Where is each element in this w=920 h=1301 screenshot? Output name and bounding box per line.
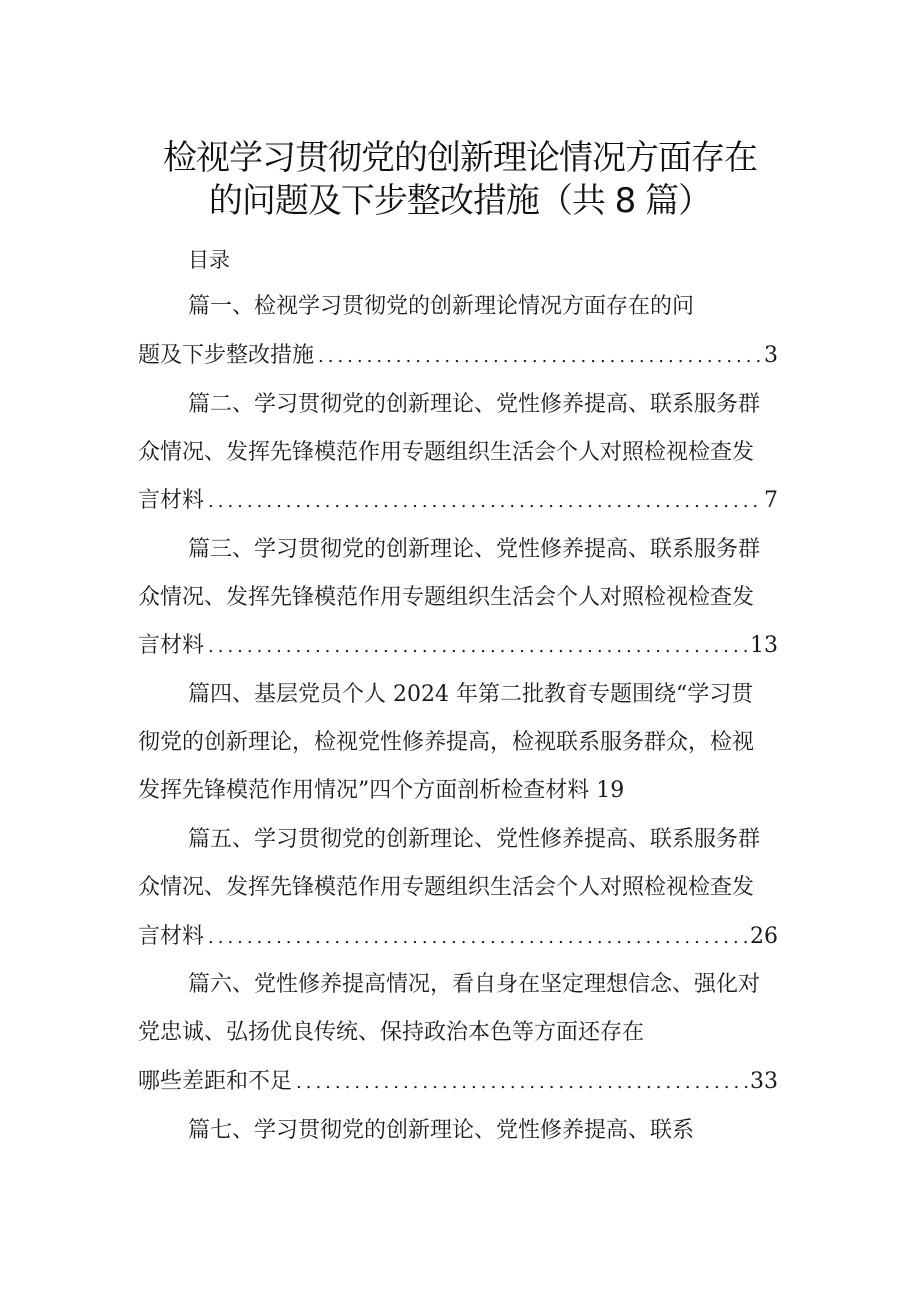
toc-entry-5-page-number: 26 xyxy=(750,924,778,949)
toc-entry-6-line2[interactable]: 党忠诚、弘扬优良传统、保持政治本色等方面还存在 xyxy=(138,1020,645,1045)
toc-leader-dots xyxy=(208,488,762,516)
toc-entry-1-last-line[interactable] xyxy=(138,342,778,371)
toc-entry-5-text: 言材料 xyxy=(138,924,205,949)
toc-leader-dots xyxy=(296,1069,748,1097)
toc-heading: 目录 xyxy=(188,248,230,272)
toc-entry-7-line1[interactable]: 篇七、学习贯彻党的创新理论、党性修养提高、联系 xyxy=(188,1118,695,1143)
toc-entry-4-line1[interactable]: 篇四、基层党员个人 2024 年第二批教育专题围绕“学习贯 xyxy=(188,682,754,707)
toc-leader-dots xyxy=(318,343,762,371)
toc-entry-2-text: 言材料 xyxy=(138,488,205,513)
toc-entry-6-text: 哪些差距和不足 xyxy=(138,1069,293,1094)
toc-entry-5-last-line[interactable] xyxy=(138,923,778,952)
toc-leader-dots xyxy=(208,633,748,661)
toc-entry-2-line1[interactable]: 篇二、学习贯彻党的创新理论、党性修养提高、联系服务群 xyxy=(188,392,761,417)
toc-entry-2-page-number: 7 xyxy=(764,488,778,513)
toc-entry-2-line2[interactable]: 众情况、发挥先锋模范作用专题组织生活会个人对照检视检查发 xyxy=(138,440,755,465)
toc-entry-6-line1[interactable]: 篇六、党性修养提高情况，看自身在坚定理想信念、强化对 xyxy=(188,972,761,997)
document-title-line2: 的问题及下步整改措施（共 8 篇） xyxy=(208,181,712,221)
toc-entry-3-line1[interactable]: 篇三、学习贯彻党的创新理论、党性修养提高、联系服务群 xyxy=(188,537,761,562)
toc-entry-3-line2[interactable]: 众情况、发挥先锋模范作用专题组织生活会个人对照检视检查发 xyxy=(138,585,755,610)
toc-leader-dots xyxy=(208,924,748,952)
toc-entry-6-last-line[interactable] xyxy=(138,1068,778,1097)
toc-entry-3-last-line[interactable] xyxy=(138,632,778,661)
toc-entry-1-page-number: 3 xyxy=(764,343,778,368)
toc-entry-3-text: 言材料 xyxy=(138,633,205,658)
toc-entry-1-line1[interactable]: 篇一、检视学习贯彻党的创新理论情况方面存在的问 xyxy=(188,294,695,319)
toc-entry-4-line2[interactable]: 彻党的创新理论，检视党性修养提高，检视联系服务群众，检视 xyxy=(138,730,755,755)
toc-entry-1-text: 题及下步整改措施 xyxy=(138,343,315,368)
toc-entry-3-page-number: 13 xyxy=(750,633,778,658)
toc-entry-6-page-number: 33 xyxy=(750,1069,778,1094)
toc-entry-5-line1[interactable]: 篇五、学习贯彻党的创新理论、党性修养提高、联系服务群 xyxy=(188,827,761,852)
toc-entry-5-line2[interactable]: 众情况、发挥先锋模范作用专题组织生活会个人对照检视检查发 xyxy=(138,875,755,900)
document-title-line1: 检视学习贯彻党的创新理论情况方面存在 xyxy=(163,138,757,178)
toc-entry-4-line3[interactable]: 发挥先锋模范作用情况”四个方面剖析检查材料 19 xyxy=(138,778,625,803)
toc-entry-2-last-line[interactable] xyxy=(138,487,778,516)
